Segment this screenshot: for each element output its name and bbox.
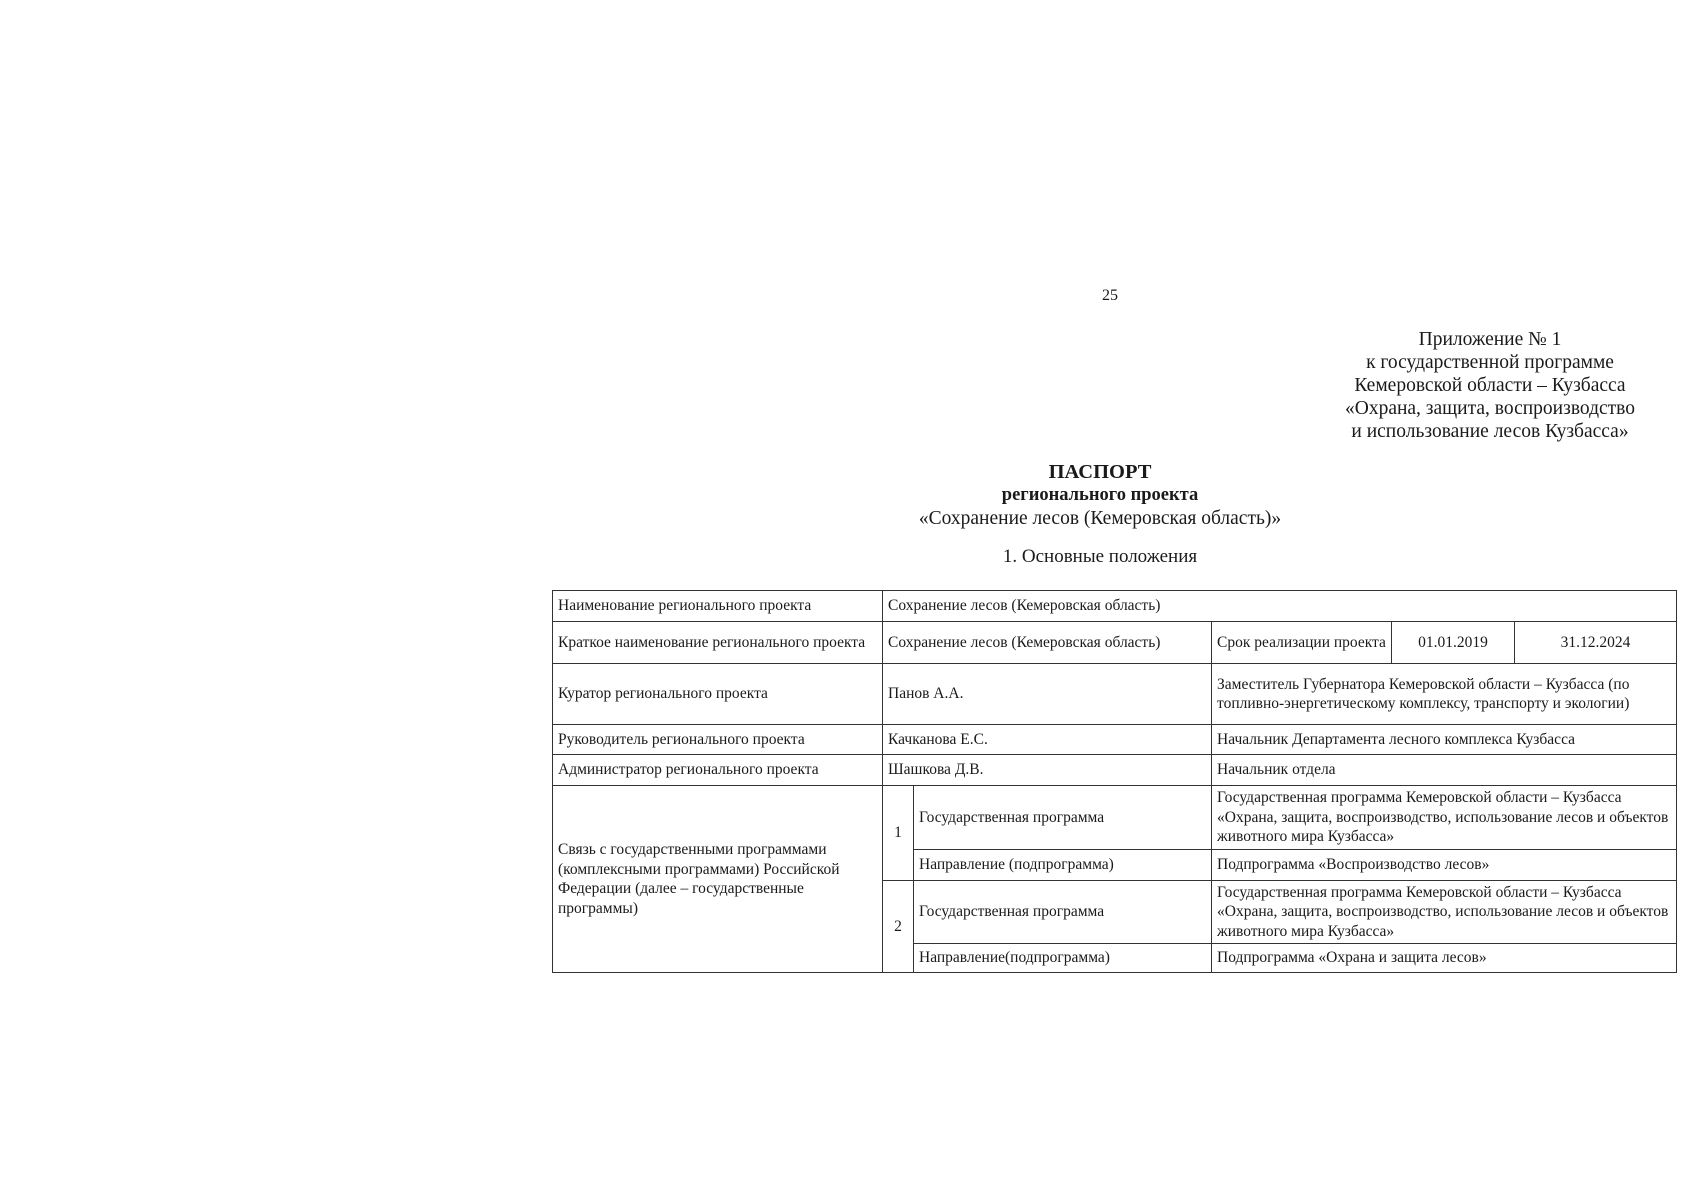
link-number: 2 [883, 880, 914, 973]
table-row [553, 664, 1677, 725]
project-short-name: Сохранение лесов (Кемеровская область) [883, 622, 1212, 664]
row-label: Администратор регионального проекта [553, 755, 883, 786]
row-label: Связь с государственными программами (комплексными программами) Российской Федерации (далее – государственные программы) [553, 786, 883, 973]
direction-label: Направление(подпрограмма) [914, 944, 1212, 973]
program-label: Государственная программа [914, 880, 1212, 944]
row-label: Наименование регионального проекта [553, 591, 883, 622]
page-number: 25 [1102, 287, 1118, 304]
direction-value: Подпрограмма «Охрана и защита лесов» [1212, 944, 1677, 973]
program-value: Государственная программа Кемеровской области – Кузбасса «Охрана, защита, воспроизводство, использование лесов и объектов животного мира Кузбасса» [1212, 880, 1677, 944]
document-title: ПАСПОРТ [1048, 461, 1152, 483]
document-subtitle: регионального проекта [1001, 485, 1199, 505]
head-name: Качканова Е.С. [883, 725, 1212, 755]
project-full-name: Сохранение лесов (Кемеровская область) [883, 591, 1677, 622]
curator-position: Заместитель Губернатора Кемеровской области – Кузбасса (по топливно-энергетическому комплексу, транспорту и экологии) [1212, 664, 1677, 725]
term-label: Срок реализации проекта [1212, 622, 1392, 664]
curator-name: Панов А.А. [883, 664, 1212, 725]
program-value: Государственная программа Кемеровской области – Кузбасса «Охрана, защита, воспроизводство, использование лесов и объектов животного мира Кузбасса» [1212, 786, 1677, 850]
passport-table [552, 590, 1677, 973]
start-date: 01.01.2019 [1392, 622, 1515, 664]
program-label: Государственная программа [914, 786, 1212, 850]
row-label: Краткое наименование регионального проекта [553, 622, 883, 664]
direction-label: Направление (подпрограмма) [914, 849, 1212, 880]
row-label: Куратор регионального проекта [553, 664, 883, 725]
annex-line: Приложение № 1 [1418, 329, 1562, 350]
admin-position: Начальник отдела [1212, 755, 1677, 786]
end-date: 31.12.2024 [1515, 622, 1677, 664]
annex-line: к государственной программе [1366, 352, 1614, 373]
section-title: 1. Основные положения [1002, 546, 1198, 567]
table-row [553, 725, 1677, 755]
table-row [553, 755, 1677, 786]
table-row [553, 591, 1677, 622]
annex-line: Кемеровской области – Кузбасса [1354, 375, 1626, 396]
project-name: «Сохранение лесов (Кемеровская область)» [918, 508, 1282, 529]
head-position: Начальник Департамента лесного комплекса Кузбасса [1212, 725, 1677, 755]
passport-title [700, 460, 1500, 531]
annex-header [1320, 328, 1660, 443]
row-label: Руководитель регионального проекта [553, 725, 883, 755]
annex-line: «Охрана, защита, воспроизводство [1344, 398, 1636, 419]
admin-name: Шашкова Д.В. [883, 755, 1212, 786]
direction-value: Подпрограмма «Воспроизводство лесов» [1212, 849, 1677, 880]
table-row [553, 622, 1677, 664]
table-row [553, 786, 1677, 850]
annex-line: и использование лесов Кузбасса» [1351, 421, 1629, 442]
link-number: 1 [883, 786, 914, 881]
